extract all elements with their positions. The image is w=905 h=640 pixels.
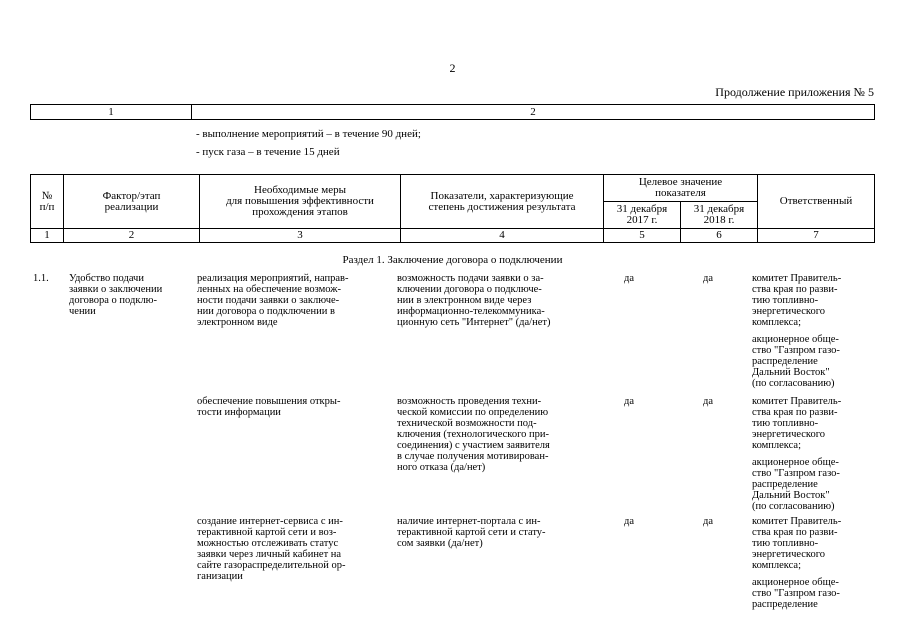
col-number: 2 <box>64 229 200 243</box>
continuation-label: Продолжение приложения № 5 <box>715 85 874 99</box>
row-factor: Удобство подачи заявки о заключении договора о подклю- чении <box>69 273 163 317</box>
section-title: Раздел 1. Заключение договора о подключении <box>342 254 563 266</box>
header-date-2018: 31 декабря 2018 г. <box>681 202 758 229</box>
row-value-2018: да <box>703 273 714 284</box>
row-indicator: наличие интернет-портала с ин- терактивной картой сети и стату- сом заявки (да/нет) <box>397 516 546 549</box>
continuation-table <box>30 104 875 120</box>
header-measures: Необходимые меры для повышения эффективности прохождения этапов <box>200 175 401 229</box>
top-col-1: 1 <box>31 105 192 120</box>
header-num: № п/п <box>31 175 64 229</box>
header-factor: Фактор/этап реализации <box>64 175 200 229</box>
row-value-2017: да <box>624 273 635 284</box>
responsible-committee: комитет Правитель- ства края по разви- тию топливно- энергетического комплекса; <box>752 396 842 451</box>
header-date-2017: 31 декабря 2017 г. <box>604 202 681 229</box>
pre-note-1: - выполнение мероприятий – в течение 90 дней; <box>196 128 421 140</box>
row-indicator: возможность проведения техни- ческой комиссии по определению технической возможности под- ключения (технологического при- соединения) с участием заявителя в случае получения мотивирован- ного отказа (да/нет) <box>397 396 550 473</box>
header-responsible: Ответственный <box>758 175 875 229</box>
row-responsible <box>752 396 872 512</box>
row-measure: реализация мероприятий, направ- ленных на обеспечение возмож- ности подачи заявки о заключе- нии договора о подключении в электронном виде <box>197 273 349 328</box>
row-value-2018: да <box>703 396 714 407</box>
pre-note-2: - пуск газа – в течение 15 дней <box>196 146 340 158</box>
col-number: 5 <box>604 229 681 243</box>
top-col-2: 2 <box>192 105 875 120</box>
header-table <box>30 174 875 243</box>
row-indicator: возможность подачи заявки о за- ключении договора о подключе- нии в электронном виде через информационно-телекоммуника- ционную сеть "Интернет" (да/нет) <box>397 273 551 328</box>
header-target: Целевое значение показателя <box>604 175 758 202</box>
col-number: 7 <box>758 229 875 243</box>
col-number: 4 <box>401 229 604 243</box>
row-value-2018: да <box>703 516 714 527</box>
responsible-company: акционерное обще- ство "Газпром газо- распределение Дальний Восток" (по согласованию) <box>752 457 840 512</box>
page-number: 2 <box>449 61 456 75</box>
row-measure: обеспечение повышения откры- тости информации <box>197 396 341 418</box>
col-number: 1 <box>31 229 64 243</box>
header-indicators: Показатели, характеризующие степень достижения результата <box>401 175 604 229</box>
responsible-company: акционерное обще- ство "Газпром газо- распределение <box>752 577 840 610</box>
row-responsible <box>752 273 872 389</box>
responsible-committee: комитет Правитель- ства края по разви- тию топливно- энергетического комплекса; <box>752 273 842 328</box>
col-number: 3 <box>200 229 401 243</box>
row-measure: создание интернет-сервиса с ин- терактивной картой сети и воз- можностью отслеживать статус заявки через личный кабинет на сайте газораспределительной ор- ганизации <box>197 516 346 582</box>
col-number: 6 <box>681 229 758 243</box>
row-value-2017: да <box>624 516 635 527</box>
row-responsible <box>752 516 872 610</box>
responsible-company: акционерное обще- ство "Газпром газо- распределение Дальний Восток" (по согласованию) <box>752 334 840 389</box>
row-value-2017: да <box>624 396 635 407</box>
row-num: 1.1. <box>33 273 49 284</box>
responsible-committee: комитет Правитель- ства края по разви- тию топливно- энергетического комплекса; <box>752 516 842 571</box>
